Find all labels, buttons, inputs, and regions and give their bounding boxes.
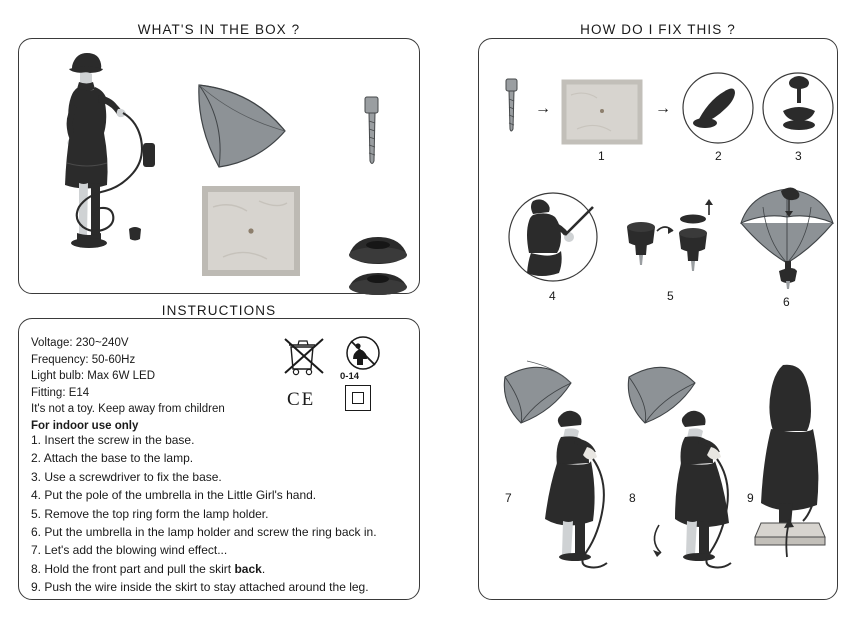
fix-panel-title [478, 22, 838, 37]
class-ii-double-insulation-icon [345, 385, 371, 411]
step-number-6: 6. [31, 525, 42, 540]
step-8-pull-skirt-back [625, 357, 743, 569]
step-2-base-attached [681, 71, 755, 145]
whats-in-the-box-panel [18, 38, 420, 294]
how-do-i-fix-this-panel [478, 38, 838, 600]
step-7-wind-effect [501, 357, 619, 569]
spec-voltage: Voltage: 230~240V [31, 337, 129, 349]
fix-panel-title-text: HOW DO I FIX THIS ? [570, 22, 746, 37]
step-line-9 [31, 578, 409, 596]
box-panel-title-text: WHAT'S IN THE BOX ? [128, 22, 311, 37]
step-number-2: 2. [31, 451, 42, 466]
step-text-3: Use a screwdriver to fix the base. [44, 469, 222, 484]
step-number-5: 5. [31, 506, 42, 521]
step-label-3: 3 [795, 149, 802, 163]
spec-frequency: Frequency: 50-60Hz [31, 353, 136, 366]
step-number-9: 9. [31, 580, 42, 595]
girl-lamp-figure-with-cable [33, 47, 163, 287]
screw [361, 95, 383, 171]
step-number-7: 7. [31, 543, 42, 558]
step-line-5 [31, 505, 409, 523]
step-5-remove-top-ring [621, 197, 717, 287]
step-text-8-emphasis: back [234, 561, 262, 576]
step-label-4: 4 [549, 289, 556, 303]
step-line-6 [31, 523, 409, 541]
step-text-8: Hold the front part and pull the skirt [44, 561, 235, 576]
steps-list [31, 431, 409, 597]
age-label: 0-14 [340, 371, 360, 382]
instructions-panel-title-text: INSTRUCTIONS [152, 303, 286, 318]
step-line-8 [31, 560, 409, 578]
step-text-7: Let's add the blowing wind effect... [44, 543, 228, 558]
step-number-3: 3. [31, 469, 42, 484]
box-panel-title [18, 22, 420, 37]
step-line-4 [31, 486, 409, 504]
lamp-base-rings [343, 229, 413, 301]
step-text-5: Remove the top ring form the lamp holder. [44, 506, 269, 521]
step-text-8-tail: . [261, 561, 266, 576]
umbrella-shade [191, 83, 301, 175]
step-text-2: Attach the base to the lamp. [43, 451, 194, 466]
compliance-symbols [283, 333, 403, 423]
spec-indoor-use: For indoor use only [31, 419, 139, 432]
step-4-pole-in-hand [507, 191, 599, 283]
step-label-1: 1 [598, 149, 605, 163]
step-label-8: 8 [629, 491, 636, 505]
step-label-9: 9 [747, 491, 754, 505]
step-line-3 [31, 468, 409, 486]
step-6-umbrella-in-holder [737, 185, 837, 291]
step-number-8: 8. [31, 561, 42, 576]
step-label-2: 2 [715, 149, 722, 163]
specifications-list [31, 335, 281, 434]
step-line-1 [31, 431, 409, 449]
spec-warning: It's not a toy. Keep away from children [31, 403, 225, 415]
ce-mark: CE [287, 389, 316, 410]
step-number-1: 1. [31, 433, 42, 447]
step-label-6: 6 [783, 295, 790, 309]
instructions-panel-title [18, 303, 420, 318]
step-text-1: Insert the screw in the base. [44, 433, 195, 447]
step-label-5: 5 [667, 289, 674, 303]
base-plate [203, 187, 299, 275]
step-text-4: Put the pole of the umbrella in the Little Girl's hand. [44, 488, 317, 503]
step-1-screw-and-base [501, 77, 523, 137]
step-9-wire-inside-skirt [743, 361, 839, 567]
step-line-2 [31, 449, 409, 467]
step-3-screwdriver [761, 71, 835, 145]
step-line-7 [31, 541, 409, 559]
right-column [440, 0, 860, 620]
crossed-out-wheelie-bin-icon [283, 335, 325, 379]
spec-bulb: Light bulb: Max 6W LED [31, 370, 156, 382]
step-label-7: 7 [505, 491, 512, 505]
arrow-1-to-2: → [535, 100, 551, 117]
spec-fitting: Fitting: E14 [31, 386, 90, 399]
arrow-2-to-3: → [655, 100, 671, 117]
step-text-9: Push the wire inside the skirt to stay attached around the leg. [44, 580, 369, 595]
step-number-4: 4. [31, 488, 42, 503]
step-text-6: Put the umbrella in the lamp holder and screw the ring back in. [44, 525, 377, 540]
instructions-panel [18, 318, 420, 600]
step-1-base-plate [563, 81, 641, 143]
